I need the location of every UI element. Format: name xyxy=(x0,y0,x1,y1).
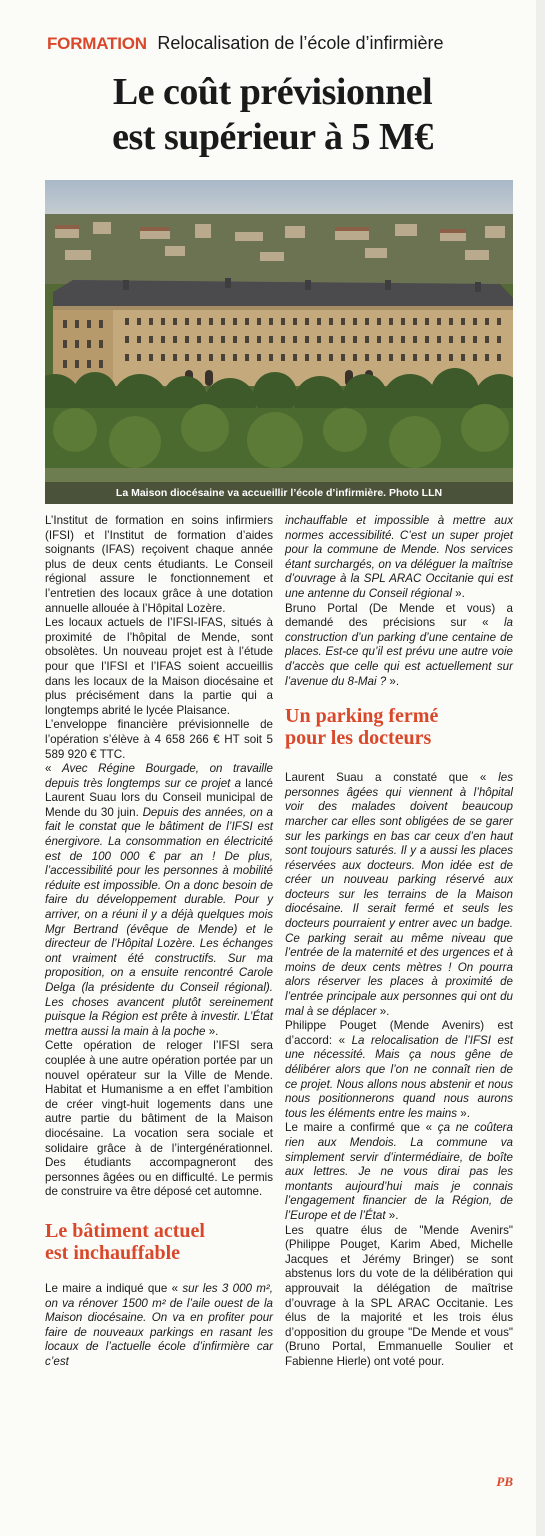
paragraph: Cette opération de reloger l’IFSI sera couplée à une autre opération portée par un nouvel opérateur sur la Ville de Mende. Habitat et Humanisme a en effet l’ambition de créer vingt-huit logements dans une autre partie du bâtiment de la Maison diocésaine. La vocation sera sociale et solidaire grâce à de l’intergénérationnel. Des étudiants accompagneront des personnes âgées ou en difficulté. Le permis de construire va être déposé cet automne. xyxy=(45,1039,273,1199)
building-photo-illustration xyxy=(45,180,513,504)
subheading-line-1: Un parking fermé xyxy=(285,705,439,728)
rubric-label: FORMATION xyxy=(47,34,147,53)
quote-intro: Laurent Suau a constaté que « xyxy=(285,771,499,785)
quote-close: ». xyxy=(457,1106,470,1120)
quote-paragraph xyxy=(45,762,273,1039)
quote-text: La relocalisation de l’IFSI est une nécessité. Mais ça nous gêne de délibérer alors que l’on ne connaît rien de ce projet. Nous allons nous abstenir et nous nous positionnerons quand nous aurons tous les éléments entre les mains xyxy=(285,1033,514,1120)
quote-text: Avec Régine Bourgade, on travaille depuis très longtemps sur ce projet a xyxy=(45,762,273,790)
article-photo xyxy=(45,180,513,504)
quote-text: ça ne coûtera rien aux Mendois. La commune va simplement servir d’intermédiaire, de boîte aux lettres. Je ne vous dirai pas les montants aujourd’hui mais je connais l’engagement financier de la Région, de l’Europe et de l’État xyxy=(285,1121,513,1222)
subheading-line-1: Le bâtiment actuel xyxy=(45,1219,205,1242)
quote-open: « xyxy=(45,762,63,776)
quote-intro: Bruno Portal (De Mende et vous) a demandé des précisions sur « xyxy=(285,601,513,630)
paragraph: L’enveloppe financière prévisionnelle de l’opération s’élève à 4 658 266 € HT soit 5 589 920 € TTC. xyxy=(45,718,273,761)
quote-intro: Philippe Pouget (Mende Avenirs) est d’accord: « xyxy=(285,1019,513,1047)
quote-text: sur les 3 000 m², on va rénover 1500 m² de l’aile ouest de la Maison diocésaine. On va en profiter pour faire de nouveaux parkings en rasant les locaux de l’actuelle école d’infirmière car c’est xyxy=(45,1281,274,1368)
author-signature: PB xyxy=(496,1474,513,1489)
quote-close: ». xyxy=(205,1024,219,1038)
quote-paragraph xyxy=(285,771,513,1019)
paragraph: Les quatre élus de "Mende Avenirs" (Philippe Pouget, Karim Abed, Michelle Jacques et Jérémy Bringer) se sont abstenus lors du vote de la délibération qui approuvait la délégation de maîtrise d’ouvrage à la SPL ARAC Occitanie. Les élus de la majorité et les trois élus d’opposition du groupe "De Mende et vous" (Bruno Portal, Emmanuelle Soulier et Fabienne Hierle) ont voté pour. xyxy=(285,1223,513,1368)
quote-paragraph xyxy=(45,1282,273,1370)
quote-close: ». xyxy=(376,1004,390,1018)
article-column-right xyxy=(285,514,513,1369)
quote-paragraph xyxy=(285,1019,513,1121)
quote-text: Depuis des années, on a fait le constat que le bâtiment de l’IFSI est énergivore. La consommation en électricité est de 100 000 € par an ! De plus, l’accessibilité pour les personnes à mobilité réduite est impossible. On a donc besoin de faire du développement durable. Pour y arriver, on a réuni il y a déjà quelques mois Mgr Bertrand (évêque de Mende) et le directeur de l’Hôpital Lozère. Les échanges ont vraiment été constructifs. Sur ma proposition, on a ensuite rencontré Carole Delga (la présidente du Conseil régional). Les choses avancent plutôt sereinement puisque la Région est prête à investir. L’État mettra aussi la main à la poche xyxy=(45,805,273,1038)
paragraph: Les locaux actuels de l’IFSI-IFAS, situés à proximité de l’hôpital de Mende, sont obsolètes. Un nouveau projet est à l’étude pour que l’IFSI et l’IFAS soient accueillis dans les locaux de la Maison diocésaine et plus précisément dans la partie qui a longtemps abrité le lycée Plaisance. xyxy=(45,616,273,717)
article-column-left xyxy=(45,514,273,1369)
quote-close: ». xyxy=(385,1208,399,1222)
subheading xyxy=(45,1220,273,1264)
quote-paragraph xyxy=(285,602,513,690)
quote-text: les personnes âgées qui viennent à l’hôpital voir des malades doivent beaucoup marcher car elles sont obligées de se garer sur les parkings en bas car ceux d’en haut sont toujours saturés. Il y a aussi les places réservées aux docteurs. Mon idée est de créer un nouveau parking réservé aux docteurs sur les terrains de la Maison diocésaine. Il serait fermé et seuls les docteurs pourraient y entrer avec un badge. Ce parking serait au même niveau que l’entrée de la maternité et des urgences et à moins de deux cents mètres ! On pourra alors réserver les places à proximité de l’entrée principale aux personnes qui ont du mal à se déplacer xyxy=(285,771,513,1018)
quote-close: ». xyxy=(451,586,465,600)
kicker xyxy=(47,33,517,54)
attribution: lancé Laurent Suau lors du Conseil municipal de Mende du 30 juin. xyxy=(45,776,274,819)
paragraph: L’Institut de formation en soins infirmiers (IFSI) et l’Institut de formation d’aides soignants (IFAS) reçoivent chaque année plus de deux cents étudiants. Le Conseil régional assure le fonctionnement et l’entretien des locaux grâce à une dotation annuelle allouée à l’Hôpital Lozère. xyxy=(45,514,273,615)
photo-caption: La Maison diocésaine va accueillir l’école d’infirmière. Photo LLN xyxy=(45,482,513,504)
quote-text: inchauffable et impossible à mettre aux normes accessibilité. C’est un super projet pour la commune de Mende. Nos services étant surchargés, on va déléguer la maîtrise d’ouvrage à la SPL ARAC Occitanie qui est une antenne du Conseil régional xyxy=(285,514,513,600)
quote-text: la construction d’un parking d’une centaine de places. Est-ce qu’il est prévu une autre voie d’accès que celle qui est actuellement sur l’avenue du 8-Mai ? xyxy=(285,616,513,688)
subheading xyxy=(285,705,513,749)
subheading-line-2: est inchauffable xyxy=(45,1241,180,1264)
headline xyxy=(40,70,505,160)
headline-line-2: est supérieur à 5 M€ xyxy=(112,116,433,158)
quote-close: ». xyxy=(386,674,400,688)
quote-intro: Le maire a confirmé que « xyxy=(285,1121,438,1135)
quote-intro: Le maire a indiqué que « xyxy=(45,1281,183,1295)
subheading-line-2: pour les docteurs xyxy=(285,727,432,750)
quote-paragraph xyxy=(285,1121,513,1223)
kicker-subtitle: Relocalisation de l’école d’infirmière xyxy=(157,33,444,53)
page-edge xyxy=(536,0,545,1536)
quote-paragraph xyxy=(285,514,513,602)
headline-line-1: Le coût prévisionnel xyxy=(112,71,433,113)
